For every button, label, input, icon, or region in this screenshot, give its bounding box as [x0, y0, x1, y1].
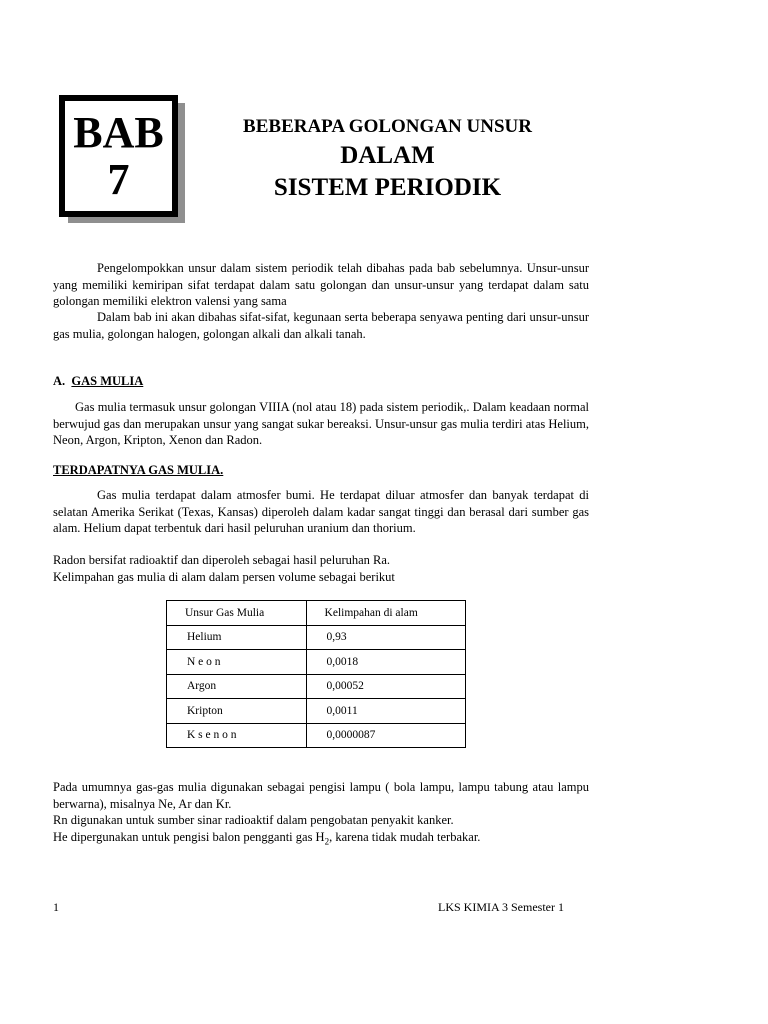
table-cell-element: Helium [167, 625, 307, 650]
chapter-number: 7 [107, 155, 130, 204]
table-row [167, 650, 466, 675]
table-cell-element: K s e n o n [167, 723, 307, 748]
chapter-label: BAB [73, 108, 164, 157]
table-header-cell: Kelimpahan di alam [306, 601, 465, 626]
occurrence-heading [53, 463, 223, 478]
title-line-1: BEBERAPA GOLONGAN UNSUR [243, 116, 532, 137]
table-row [167, 674, 466, 699]
table-header-cell: Unsur Gas Mulia [167, 601, 307, 626]
intro-paragraph-1: Pengelompokkan unsur dalam sistem periodik telah dibahas pada bab sebelumnya. Unsur-unsur yang memiliki kemiripan sifat terdapat dalam satu golongan dan unsur-unsur yang terdapat dalam satu golongan memiliki elektron valensi yang sama [53, 261, 589, 308]
section-a-paragraph: Gas mulia termasuk unsur golongan VIIIA (nol atau 18) pada sistem periodik,. Dalam keadaan normal berwujud gas dan merupakan unsur yang sangat sukar bereaksi. Unsur-unsur gas mulia terdiri atas Helium, Neon, Argon, Kripton, Xenon dan Radon. [53, 400, 589, 447]
uses-p3-text: He dipergunakan untuk pengisi balon pengganti gas H [53, 830, 325, 844]
uses-p3-text-end: , karena tidak mudah terbakar. [329, 830, 481, 844]
section-a-letter: A. [53, 374, 66, 388]
occurrence-paragraph-3: Kelimpahan gas mulia di alam dalam persen volume sebagai berikut [53, 570, 395, 584]
section-a-title: GAS MULIA [71, 374, 144, 388]
occurrence-paragraph-1: Gas mulia terdapat dalam atmosfer bumi. He terdapat diluar atmosfer dan banyak terdapat di selatan Amerika Serikat (Texas, Kansas) diperoleh dalam kadar sangat tinggi dan berasal dari sumber gas alam. Helium dapat terbentuk dari hasil peluruhan uranium dan thorium. [53, 488, 589, 535]
chapter-box [59, 95, 178, 217]
title-line-3: SISTEM PERIODIK [273, 174, 502, 201]
table-cell-element: Argon [167, 674, 307, 699]
table-row [167, 723, 466, 748]
intro-paragraph-2: Dalam bab ini akan dibahas sifat-sifat, kegunaan serta beberapa senyawa penting dari unsur-unsur gas mulia, golongan halogen, golongan alkali dan alkali tanah. [53, 310, 589, 341]
table-cell-abundance: 0,00052 [306, 674, 465, 699]
section-a-heading [53, 374, 143, 389]
occurrence-title: TERDAPATNYA GAS MULIA. [53, 463, 224, 477]
uses-paragraph-2: Rn digunakan untuk sumber sinar radioaktif dalam pengobatan penyakit kanker. [53, 813, 454, 827]
table-cell-abundance: 0,0011 [306, 699, 465, 724]
occurrence-paragraph-2: Radon bersifat radioaktif dan diperoleh sebagai hasil peluruhan Ra. [53, 553, 391, 567]
footer-label: LKS KIMIA 3 Semester 1 [438, 900, 564, 914]
uses-paragraph-3 [53, 829, 589, 850]
page-number: 1 [53, 900, 59, 914]
table-header-row [167, 601, 466, 626]
table-cell-abundance: 0,93 [306, 625, 465, 650]
table-cell-abundance: 0,0000087 [306, 723, 465, 748]
table-row [167, 625, 466, 650]
abundance-table [166, 600, 466, 748]
uses-paragraph-1: Pada umumnya gas-gas mulia digunakan sebagai pengisi lampu ( bola lampu, lampu tabung atau lampu berwarna), misalnya Ne, Ar dan Kr. [53, 780, 589, 811]
table-cell-element: Kripton [167, 699, 307, 724]
table-row [167, 699, 466, 724]
uses-p3-subscript: 2 [324, 836, 330, 847]
table-cell-element: N e o n [167, 650, 307, 675]
table-cell-abundance: 0,0018 [306, 650, 465, 675]
title-line-2: DALAM [340, 142, 435, 169]
